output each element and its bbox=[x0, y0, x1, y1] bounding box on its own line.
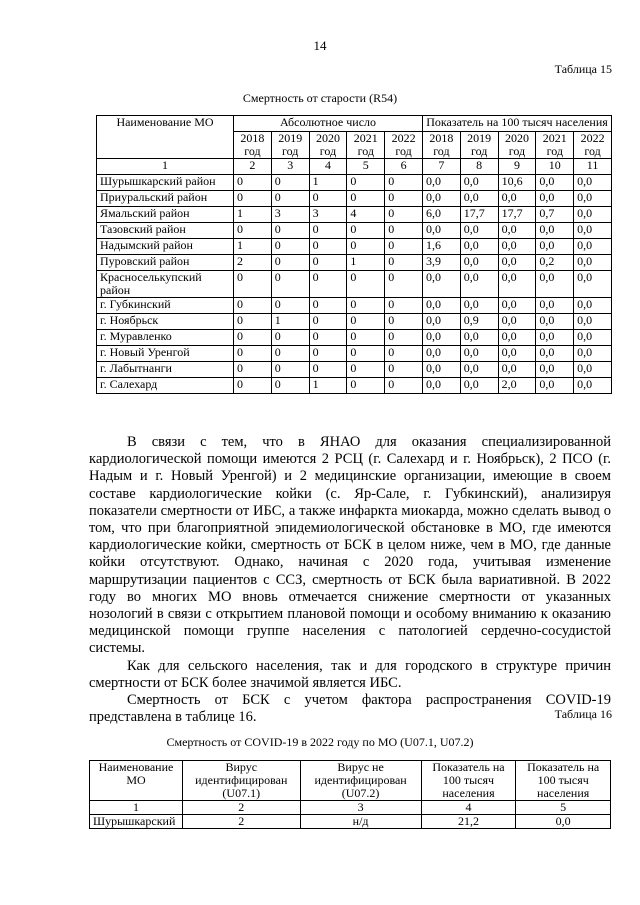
header-name: Наименование МО bbox=[97, 116, 234, 159]
absolute-value: 0 bbox=[309, 191, 347, 207]
absolute-value: 0 bbox=[347, 378, 385, 394]
absolute-value: 0 bbox=[309, 223, 347, 239]
column-number: 3 bbox=[300, 801, 421, 815]
rate-value: 0,0 bbox=[460, 298, 498, 314]
absolute-value: 0 bbox=[347, 362, 385, 378]
absolute-value: 0 bbox=[271, 346, 309, 362]
mo-name: г. Салехард bbox=[97, 378, 234, 394]
year-header: 2022 год bbox=[385, 132, 423, 159]
absolute-value: 0 bbox=[385, 330, 423, 346]
table-16 bbox=[89, 760, 611, 829]
rate-value: 0,0 bbox=[422, 191, 460, 207]
year-header: 2019 год bbox=[460, 132, 498, 159]
rate-value: 0,0 bbox=[422, 271, 460, 298]
mo-name: Ямальский район bbox=[97, 207, 234, 223]
page-number: 14 bbox=[313, 38, 327, 53]
column-number: 3 bbox=[271, 159, 309, 175]
absolute-value: 0 bbox=[385, 378, 423, 394]
table-15 bbox=[96, 115, 612, 394]
absolute-value: 0 bbox=[385, 207, 423, 223]
value-cell: 0,0 bbox=[516, 815, 611, 829]
rate-value: 0,0 bbox=[536, 271, 574, 298]
table-16-label: Таблица 16 bbox=[554, 707, 612, 721]
rate-value: 0,0 bbox=[536, 362, 574, 378]
rate-value: 0,0 bbox=[498, 362, 536, 378]
rate-value: 0,0 bbox=[498, 191, 536, 207]
rate-value: 0,7 bbox=[536, 207, 574, 223]
table-15-title: Смертность от старости (R54) bbox=[242, 91, 398, 105]
table-15-label: Таблица 15 bbox=[554, 62, 612, 76]
rate-value: 0,0 bbox=[536, 378, 574, 394]
absolute-value: 0 bbox=[234, 314, 272, 330]
absolute-value: 1 bbox=[309, 175, 347, 191]
absolute-value: 0 bbox=[234, 346, 272, 362]
absolute-value: 0 bbox=[385, 239, 423, 255]
mo-name: г. Новый Уренгой bbox=[97, 346, 234, 362]
absolute-value: 0 bbox=[234, 175, 272, 191]
absolute-value: 0 bbox=[347, 346, 385, 362]
column-number: 8 bbox=[460, 159, 498, 175]
table-row bbox=[97, 298, 612, 314]
year-header: 2018 год bbox=[234, 132, 272, 159]
absolute-value: 3 bbox=[271, 207, 309, 223]
mo-name: Пуровский район bbox=[97, 255, 234, 271]
rate-value: 0,0 bbox=[498, 298, 536, 314]
column-header: Показатель на 100 тысяч населения bbox=[516, 761, 611, 801]
rate-value: 0,0 bbox=[536, 314, 574, 330]
rate-value: 0,0 bbox=[422, 362, 460, 378]
column-number: 5 bbox=[516, 801, 611, 815]
column-number: 5 bbox=[347, 159, 385, 175]
absolute-value: 1 bbox=[234, 239, 272, 255]
year-header: 2021 год bbox=[347, 132, 385, 159]
rate-value: 0,0 bbox=[574, 239, 612, 255]
rate-value: 0,0 bbox=[422, 346, 460, 362]
rate-value: 0,0 bbox=[460, 175, 498, 191]
absolute-value: 0 bbox=[385, 175, 423, 191]
absolute-value: 0 bbox=[347, 298, 385, 314]
rate-value: 0,0 bbox=[574, 223, 612, 239]
absolute-value: 2 bbox=[234, 255, 272, 271]
absolute-value: 1 bbox=[309, 378, 347, 394]
mo-name: Надымский район bbox=[97, 239, 234, 255]
absolute-value: 0 bbox=[234, 298, 272, 314]
absolute-value: 1 bbox=[271, 314, 309, 330]
absolute-value: 0 bbox=[385, 362, 423, 378]
rate-value: 10,6 bbox=[498, 175, 536, 191]
table-row bbox=[97, 271, 612, 298]
rate-value: 17,7 bbox=[460, 207, 498, 223]
year-header: 2018 год bbox=[422, 132, 460, 159]
rate-value: 0,0 bbox=[460, 346, 498, 362]
rate-value: 0,0 bbox=[574, 255, 612, 271]
rate-value: 0,0 bbox=[498, 346, 536, 362]
absolute-value: 0 bbox=[309, 298, 347, 314]
table-row bbox=[97, 207, 612, 223]
absolute-value: 0 bbox=[385, 271, 423, 298]
absolute-value: 0 bbox=[234, 330, 272, 346]
table-row bbox=[97, 362, 612, 378]
rate-value: 0,0 bbox=[498, 271, 536, 298]
column-header: Вирус идентифицирован (U07.1) bbox=[182, 761, 300, 801]
rate-value: 0,0 bbox=[460, 255, 498, 271]
column-header: Показатель на 100 тысяч населения bbox=[421, 761, 516, 801]
absolute-value: 3 bbox=[309, 207, 347, 223]
absolute-value: 0 bbox=[271, 271, 309, 298]
column-number: 9 bbox=[498, 159, 536, 175]
rate-value: 0,0 bbox=[460, 271, 498, 298]
table-row bbox=[97, 191, 612, 207]
column-number: 2 bbox=[182, 801, 300, 815]
rate-value: 0,0 bbox=[498, 330, 536, 346]
rate-value: 0,0 bbox=[422, 175, 460, 191]
absolute-value: 0 bbox=[347, 271, 385, 298]
absolute-value: 0 bbox=[234, 223, 272, 239]
absolute-value: 0 bbox=[347, 330, 385, 346]
rate-value: 17,7 bbox=[498, 207, 536, 223]
table-row bbox=[97, 223, 612, 239]
rate-value: 0,0 bbox=[536, 175, 574, 191]
rate-value: 0,0 bbox=[498, 223, 536, 239]
absolute-value: 0 bbox=[234, 362, 272, 378]
rate-value: 0,0 bbox=[422, 378, 460, 394]
table-row bbox=[97, 346, 612, 362]
absolute-value: 0 bbox=[271, 191, 309, 207]
absolute-value: 0 bbox=[271, 223, 309, 239]
rate-value: 0,0 bbox=[422, 314, 460, 330]
absolute-value: 0 bbox=[271, 378, 309, 394]
rate-value: 0,0 bbox=[574, 314, 612, 330]
absolute-value: 0 bbox=[309, 271, 347, 298]
column-number: 11 bbox=[574, 159, 612, 175]
mo-name: г. Губкинский bbox=[97, 298, 234, 314]
mo-name: Красноселькупский район bbox=[97, 271, 234, 298]
absolute-value: 0 bbox=[271, 255, 309, 271]
absolute-value: 0 bbox=[385, 255, 423, 271]
year-header: 2022 год bbox=[574, 132, 612, 159]
rate-value: 0,0 bbox=[574, 271, 612, 298]
column-number: 4 bbox=[421, 801, 516, 815]
rate-value: 0,0 bbox=[498, 255, 536, 271]
absolute-value: 0 bbox=[347, 175, 385, 191]
rate-value: 0,0 bbox=[574, 191, 612, 207]
mo-name: Приуральский район bbox=[97, 191, 234, 207]
table-row bbox=[97, 175, 612, 191]
column-number: 1 bbox=[97, 159, 234, 175]
absolute-value: 0 bbox=[309, 362, 347, 378]
column-number: 1 bbox=[90, 801, 183, 815]
rate-value: 0,0 bbox=[460, 191, 498, 207]
column-number: 4 bbox=[309, 159, 347, 175]
table-row bbox=[97, 314, 612, 330]
year-header: 2020 год bbox=[498, 132, 536, 159]
absolute-value: 0 bbox=[271, 175, 309, 191]
absolute-value: 0 bbox=[234, 191, 272, 207]
absolute-value: 0 bbox=[347, 223, 385, 239]
mo-name: Шурышкарский район bbox=[97, 175, 234, 191]
rate-value: 0,0 bbox=[574, 346, 612, 362]
header-absolute: Абсолютное число bbox=[234, 116, 423, 132]
absolute-value: 0 bbox=[234, 378, 272, 394]
absolute-value: 0 bbox=[309, 239, 347, 255]
absolute-value: 0 bbox=[347, 314, 385, 330]
value-cell: 2 bbox=[182, 815, 300, 829]
year-header: 2020 год bbox=[309, 132, 347, 159]
absolute-value: 1 bbox=[234, 207, 272, 223]
table-row bbox=[97, 330, 612, 346]
rate-value: 0,0 bbox=[460, 378, 498, 394]
rate-value: 0,0 bbox=[536, 298, 574, 314]
rate-value: 0,0 bbox=[460, 239, 498, 255]
absolute-value: 0 bbox=[385, 314, 423, 330]
rate-value: 0,9 bbox=[460, 314, 498, 330]
rate-value: 0,0 bbox=[536, 239, 574, 255]
header-rate: Показатель на 100 тысяч населения bbox=[422, 116, 611, 132]
rate-value: 0,0 bbox=[574, 207, 612, 223]
absolute-value: 4 bbox=[347, 207, 385, 223]
rate-value: 2,0 bbox=[498, 378, 536, 394]
table-16-title: Смертность от COVID-19 в 2022 году по МО (U07.1, U07.2) bbox=[166, 735, 474, 749]
rate-value: 0,0 bbox=[422, 298, 460, 314]
absolute-value: 0 bbox=[309, 314, 347, 330]
rate-value: 0,0 bbox=[574, 298, 612, 314]
column-number: 10 bbox=[536, 159, 574, 175]
rate-value: 0,0 bbox=[536, 191, 574, 207]
mo-name: г. Ноябрьск bbox=[97, 314, 234, 330]
absolute-value: 1 bbox=[347, 255, 385, 271]
column-number: 2 bbox=[234, 159, 272, 175]
value-cell: 21,2 bbox=[421, 815, 516, 829]
absolute-value: 0 bbox=[271, 330, 309, 346]
absolute-value: 0 bbox=[309, 346, 347, 362]
rate-value: 0,0 bbox=[574, 378, 612, 394]
absolute-value: 0 bbox=[347, 239, 385, 255]
absolute-value: 0 bbox=[385, 191, 423, 207]
absolute-value: 0 bbox=[271, 298, 309, 314]
rate-value: 0,0 bbox=[498, 314, 536, 330]
year-header: 2021 год bbox=[536, 132, 574, 159]
absolute-value: 0 bbox=[234, 271, 272, 298]
absolute-value: 0 bbox=[309, 330, 347, 346]
paragraph: Смертность от БСК с учетом фактора распространения COVID-19 представлена в таблице 16. bbox=[89, 692, 611, 726]
column-header: Вирус не идентифицирован (U07.2) bbox=[300, 761, 421, 801]
paragraph: Как для сельского населения, так и для городского в структуре причин смертности от БСК более значимой является ИБС. bbox=[89, 657, 611, 691]
table-row bbox=[97, 378, 612, 394]
rate-value: 0,0 bbox=[422, 330, 460, 346]
rate-value: 0,0 bbox=[460, 362, 498, 378]
table-row bbox=[90, 815, 611, 829]
rate-value: 0,0 bbox=[574, 362, 612, 378]
mo-name: г. Лабытнанги bbox=[97, 362, 234, 378]
mo-name: Шурышкарский bbox=[90, 815, 183, 829]
rate-value: 6,0 bbox=[422, 207, 460, 223]
absolute-value: 0 bbox=[309, 255, 347, 271]
rate-value: 0,0 bbox=[422, 223, 460, 239]
column-header: Наименование МО bbox=[90, 761, 183, 801]
absolute-value: 0 bbox=[385, 223, 423, 239]
column-number: 7 bbox=[422, 159, 460, 175]
body-text bbox=[89, 434, 611, 726]
rate-value: 0,0 bbox=[460, 330, 498, 346]
mo-name: Тазовский район bbox=[97, 223, 234, 239]
rate-value: 0,0 bbox=[536, 223, 574, 239]
rate-value: 0,0 bbox=[460, 223, 498, 239]
paragraph: В связи с тем, что в ЯНАО для оказания специализированной кардиологической помощи имеются 2 РСЦ (г. Салехард и г. Ноябрьск), 2 ПСО (г. Надым и г. Новый Уренгой) и 2 медицинские организации, имеющие в своем составе кардиологические койки (с. Яр-Сале, г. Губкинский), анализируя показатели смертности от ИБС, а также инфаркта миокарда, можно сделать вывод о том, что при благоприятной эпидемиологической обстановке в МО, где имеются кардиологические койки, смертность от БСК в целом ниже, чем в МО, где данные койки отсутствуют. Однако, начиная с 2020 года, учитывая изменение маршрутизации пациентов с ССЗ, смертность от БСК была вариативной. В 2022 году во многих МО вновь отмечается снижение смертности от указанных нозологий в связи с открытием плановой помощи и особому вниманию к оказанию медицинской помощи группе населения с патологией сердечно-сосудистой системы. bbox=[89, 434, 611, 657]
column-number: 6 bbox=[385, 159, 423, 175]
absolute-value: 0 bbox=[385, 346, 423, 362]
rate-value: 0,0 bbox=[574, 175, 612, 191]
rate-value: 1,6 bbox=[422, 239, 460, 255]
rate-value: 3,9 bbox=[422, 255, 460, 271]
value-cell: н/д bbox=[300, 815, 421, 829]
absolute-value: 0 bbox=[271, 362, 309, 378]
absolute-value: 0 bbox=[271, 239, 309, 255]
table-row bbox=[97, 255, 612, 271]
rate-value: 0,0 bbox=[498, 239, 536, 255]
table-row bbox=[97, 239, 612, 255]
mo-name: г. Муравленко bbox=[97, 330, 234, 346]
absolute-value: 0 bbox=[385, 298, 423, 314]
rate-value: 0,2 bbox=[536, 255, 574, 271]
year-header: 2019 год bbox=[271, 132, 309, 159]
rate-value: 0,0 bbox=[574, 330, 612, 346]
absolute-value: 0 bbox=[347, 191, 385, 207]
rate-value: 0,0 bbox=[536, 330, 574, 346]
rate-value: 0,0 bbox=[536, 346, 574, 362]
